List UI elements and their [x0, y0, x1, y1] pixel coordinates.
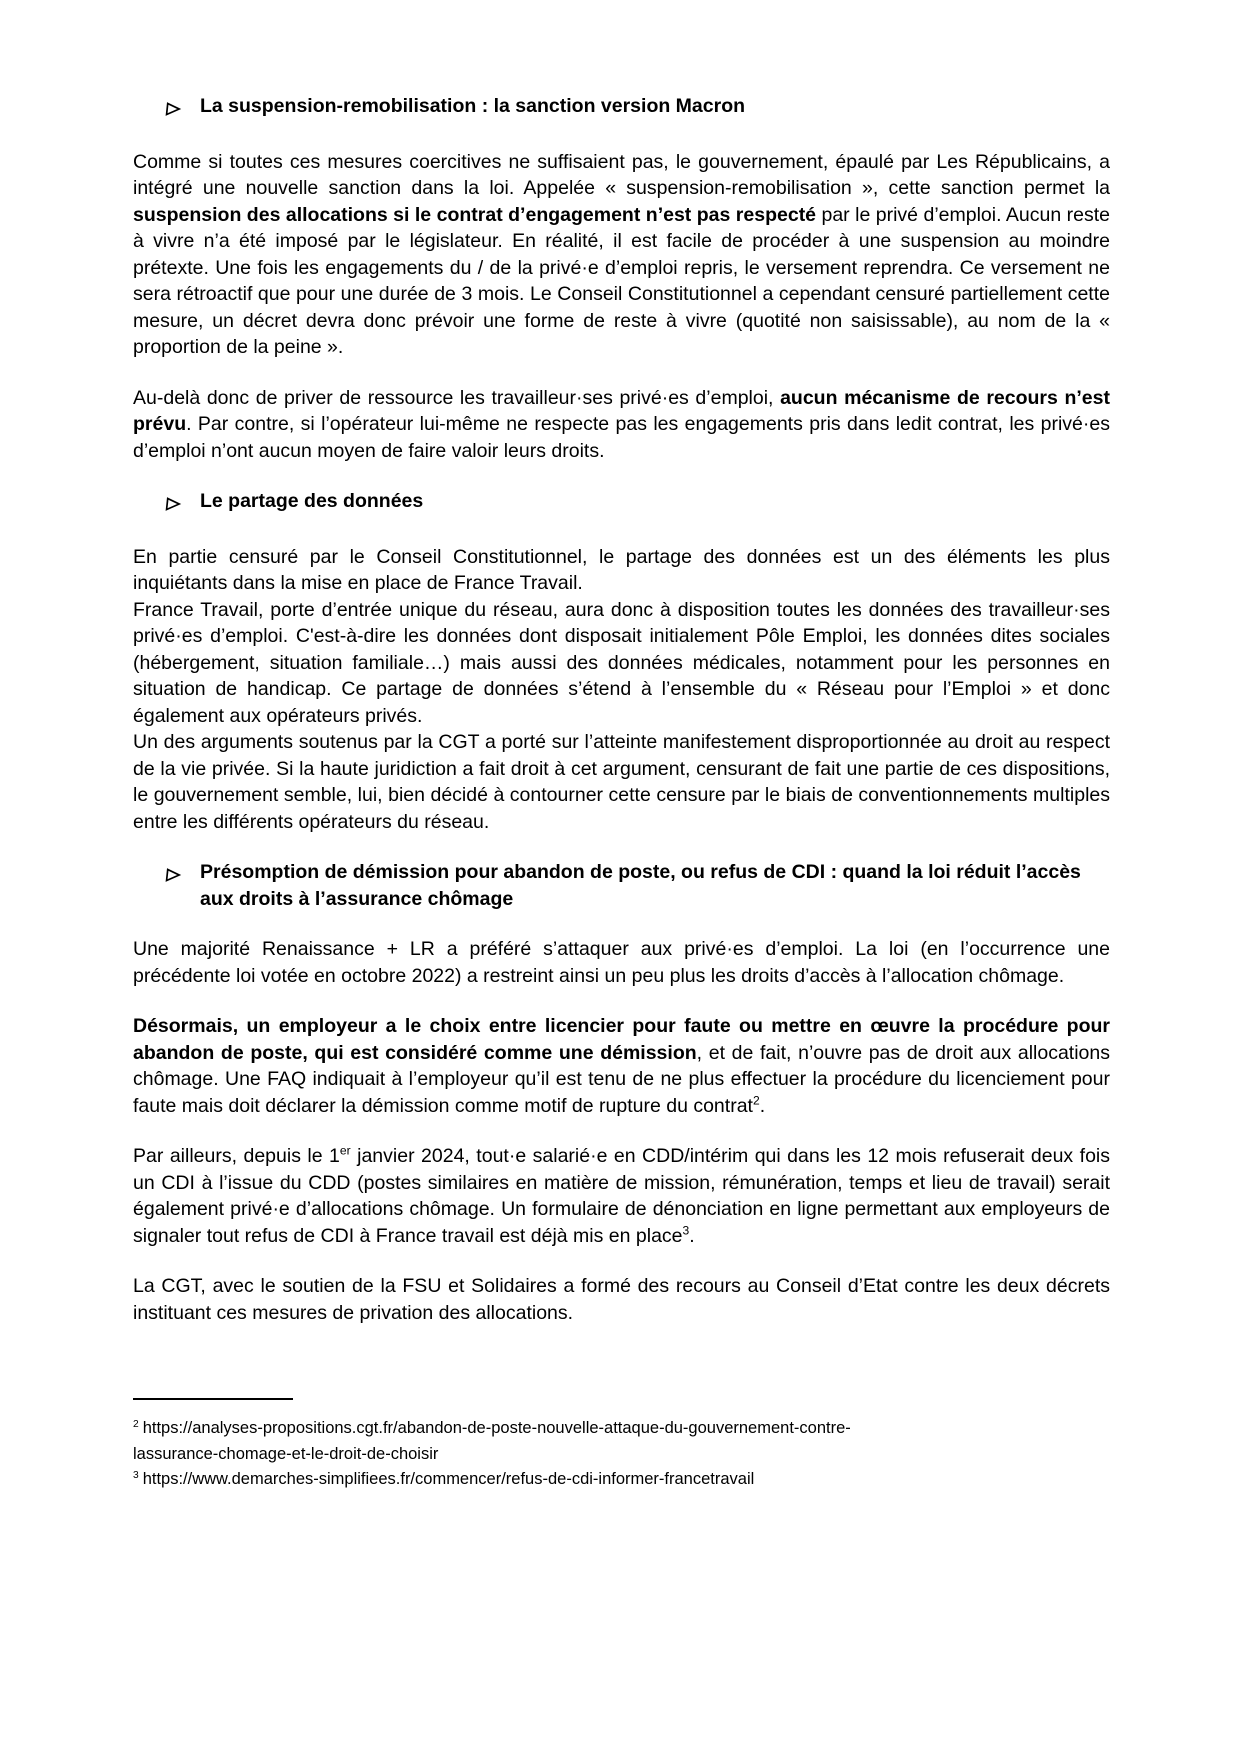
bold-text-run: aucun mécanisme de recours n’est prévu	[133, 386, 1110, 435]
paragraph-presomption-1	[133, 936, 1110, 989]
section-heading-suspension-remobilisation	[133, 93, 1110, 125]
paragraph-donnees-1	[133, 544, 1110, 597]
paragraph-suspension-2	[133, 385, 1110, 465]
text-run: Un des arguments soutenus par la CGT a porté sur l’atteinte manifestement disproportionnée au droit au respect de la vie privée. Si la haute juridiction a fait droit à cet argument, censurant de fait une partie de ces dispositions, le gouvernement semble, lui, bien décidé à contourner cette censure par le biais de conventionnements multiples entre les différents opérateurs du réseau.	[133, 731, 1110, 833]
paragraph-donnees-2	[133, 597, 1110, 730]
text-run: La CGT, avec le soutien de la FSU et Solidaires a formé des recours au Conseil d’Etat contre les deux décrets instituant ces mesures de privation des allocations.	[133, 1275, 1110, 1324]
text-run: Comme si toutes ces mesures coercitives ne suffisaient pas, le gouvernement, épaulé par Les Républicains, a intégré une nouvelle sanction dans la loi. Appelée « suspension-remobilisation », cette sanction permet la	[133, 150, 1110, 199]
footnote-url-line1: https://analyses-propositions.cgt.fr/abandon-de-poste-nouvelle-attaque-du-gouvernement-contre-	[142, 1419, 851, 1437]
footnote-3	[133, 1467, 1110, 1493]
text-run: , et de fait, n’ouvre pas de droit aux allocations chômage. Une FAQ indiquait à l’employeur qu’il est tenu de ne plus effectuer la procédure du licenciement pour faute mais doit déclarer la démission comme motif de rupture du contrat	[133, 1041, 1110, 1117]
text-run: France Travail, porte d’entrée unique du réseau, aura donc à disposition toutes les données des travailleur·ses privé·es d’emploi. C'est-à-dire les données dont disposait initialement Pôle Emploi, les données dites sociales (hébergement, situation familiale…) mais aussi des données médicales, notamment pour les personnes en situation de handicap. Ce partage de données s’étend à l’ensemble du « Réseau pour l’Emploi » et donc également aux opérateurs privés.	[133, 598, 1110, 727]
footnote-marker-2: 2	[133, 1418, 139, 1430]
text-run: par le privé d’emploi. Aucun reste à vivre n’a été imposé par le législateur. En réalité, il est facile de procéder à une suspension au moindre prétexte. Une fois les engagements du / de la privé·e d’emploi repris, le versement reprendra. Ce versement ne sera rétroactif que pour une durée de 3 mois. Le Conseil Constitutionnel a cependant censuré partiellement cette mesure, un décret devra donc prévoir une forme de reste à vivre (quotité non saisissable), au nom de la « proportion de la peine ».	[133, 203, 1110, 358]
paragraph-donnees-3	[133, 729, 1110, 835]
text-run: .	[689, 1224, 695, 1247]
paragraph-recours-cgt	[133, 1273, 1110, 1326]
heading-text: Le partage des données	[200, 490, 424, 512]
footnote-reference-2: 2	[752, 1093, 760, 1107]
text-run: Au-delà donc de priver de ressource les travailleur·ses privé·es d’emploi,	[133, 386, 781, 409]
arrow-bullet-icon	[165, 488, 200, 520]
footnote-separator	[133, 1398, 293, 1400]
section-heading-presomption-demission	[133, 859, 1110, 912]
paragraph-presomption-3	[133, 1143, 1110, 1249]
footnote-reference-3: 3	[682, 1223, 690, 1237]
footnote-url-line2: lassurance-chomage-et-le-droit-de-choisir	[133, 1444, 439, 1463]
section-heading-partage-donnees	[133, 488, 1110, 520]
footnote-2	[133, 1416, 1110, 1467]
text-run: .	[759, 1094, 766, 1117]
text-run: En partie censuré par le Conseil Constitutionnel, le partage des données est un des éléments les plus inquiétants dans la mise en place de France Travail.	[133, 545, 1110, 594]
bold-text-run: Désormais, un employeur a le choix entre licencier pour faute ou mettre en œuvre la procédure pour abandon de poste, qui est considéré comme une démission	[133, 1015, 1110, 1064]
footnote-marker-3: 3	[133, 1469, 139, 1481]
paragraph-suspension-1	[133, 149, 1110, 361]
arrow-bullet-icon	[165, 859, 200, 891]
ordinal-superscript: er	[339, 1143, 351, 1158]
heading-text: Présomption de démission pour abandon de poste, ou refus de CDI : quand la loi réduit l’accès aux droits à l’assurance chômage	[200, 861, 1081, 910]
arrow-bullet-icon	[165, 93, 200, 125]
text-run: Une majorité Renaissance + LR a préféré s’attaquer aux privé·es d’emploi. La loi (en l’occurrence une précédente loi votée en octobre 2022) a restreint ainsi un peu plus les droits d’accès à l’allocation chômage.	[133, 938, 1110, 987]
bold-text-run: suspension des allocations si le contrat d’engagement n’est pas respecté	[133, 203, 817, 226]
text-run: . Par contre, si l’opérateur lui-même ne respecte pas les engagements pris dans ledit contrat, les privé·es d’emploi n’ont aucun moyen de faire valoir leurs droits.	[133, 413, 1110, 462]
text-run: Par ailleurs, depuis le 1	[133, 1145, 340, 1167]
text-run: janvier 2024, tout·e salarié·e en CDD/intérim qui dans les 12 mois refuserait deux fois un CDI à l’issue du CDD (postes similaires en matière de mission, rémunération, temps et lieu de travail) serait également privé·e d’allocations chômage. Un formulaire de dénonciation en ligne permettant aux employeurs de signaler tout refus de CDI à France travail est déjà mis en place	[133, 1145, 1110, 1247]
footnote-url: https://www.demarches-simplifiees.fr/commencer/refus-de-cdi-informer-francetravail	[142, 1470, 755, 1488]
heading-text: La suspension-remobilisation : la sanction version Macron	[200, 95, 746, 117]
paragraph-presomption-2	[133, 1013, 1110, 1119]
footnotes	[133, 1416, 1110, 1493]
